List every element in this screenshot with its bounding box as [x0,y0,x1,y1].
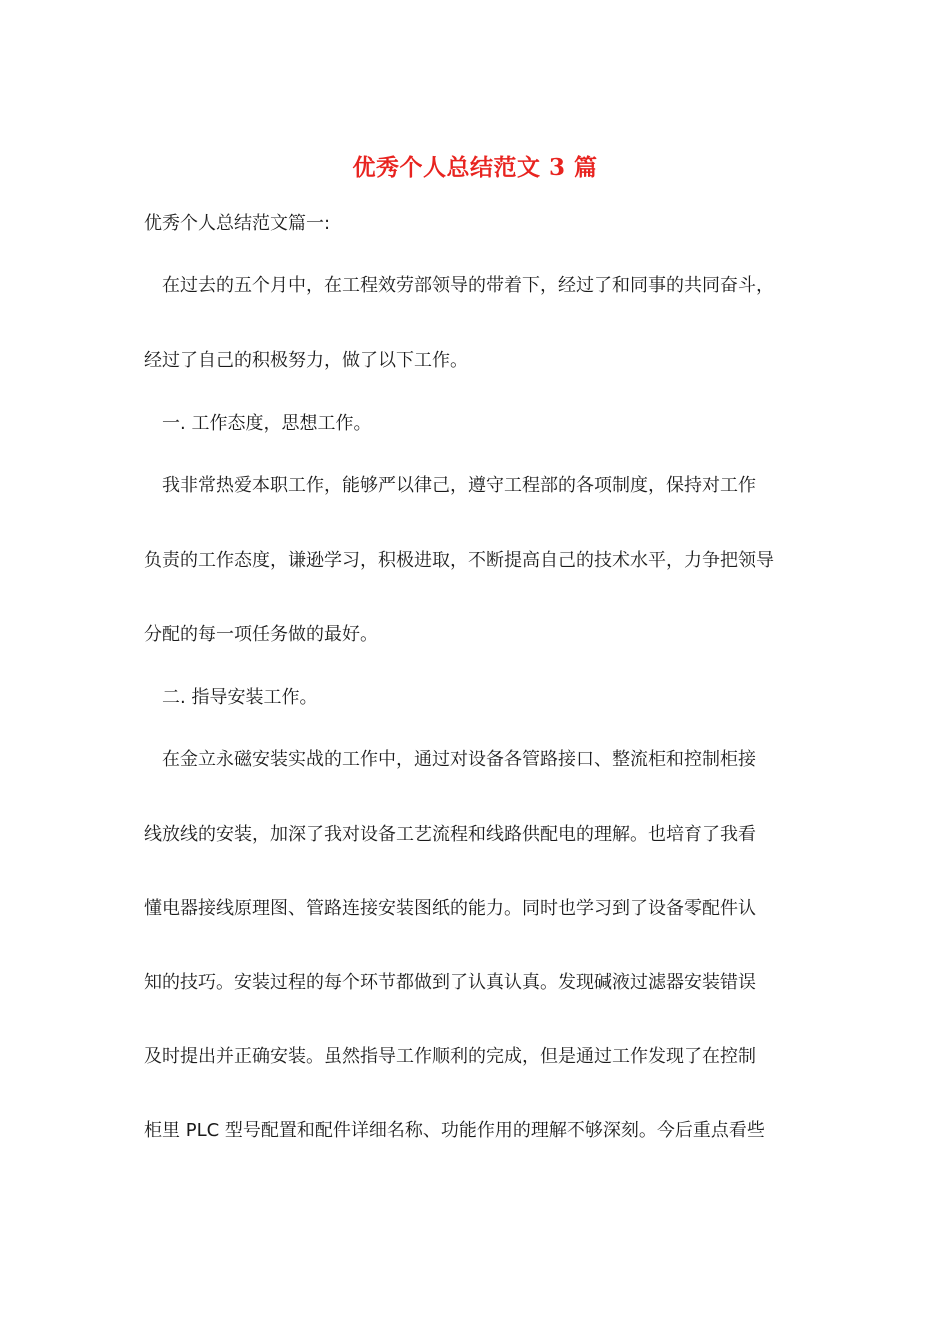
paragraph-line: 知的技巧。安装过程的每个环节都做到了认真认真。发现碱液过滤器安装错误 [144,972,756,993]
paragraph-line: 线放线的安装，加深了我对设备工艺流程和线路供配电的理解。也培育了我看 [144,824,756,845]
paragraph-line: 经过了自己的积极努力，做了以下工作。 [144,350,468,371]
paragraph-line: 懂电器接线原理图、管路连接安装图纸的能力。同时也学习到了设备零配件认 [144,898,756,919]
paragraph-line: 我非常热爱本职工作，能够严以律己，遵守工程部的各项制度，保持对工作 [162,475,756,496]
paragraph-line: 及时提出并正确安装。虽然指导工作顺利的完成，但是通过工作发现了在控制 [144,1046,756,1067]
paragraph-line: 分配的每一项任务做的最好。 [144,624,378,645]
subheading-2: 二. 指导安装工作。 [162,687,318,708]
paragraph-line: 柜里 PLC 型号配置和配件详细名称、功能作用的理解不够深刻。今后重点看些 [144,1120,765,1141]
paragraph-line: 负责的工作态度，谦逊学习，积极进取，不断提高自己的技术水平，力争把领导 [144,550,774,571]
subheading-1: 一. 工作态度，思想工作。 [162,413,372,434]
paragraph-line: 在金立永磁安装实战的工作中，通过对设备各管路接口、整流柜和控制柜接 [162,749,756,770]
section-heading-1: 优秀个人总结范文篇一: [144,213,331,234]
paragraph-line: 在过去的五个月中，在工程效劳部领导的带着下，经过了和同事的共同奋斗， [162,275,774,296]
document-title: 优秀个人总结范文 3 篇 [352,154,598,181]
